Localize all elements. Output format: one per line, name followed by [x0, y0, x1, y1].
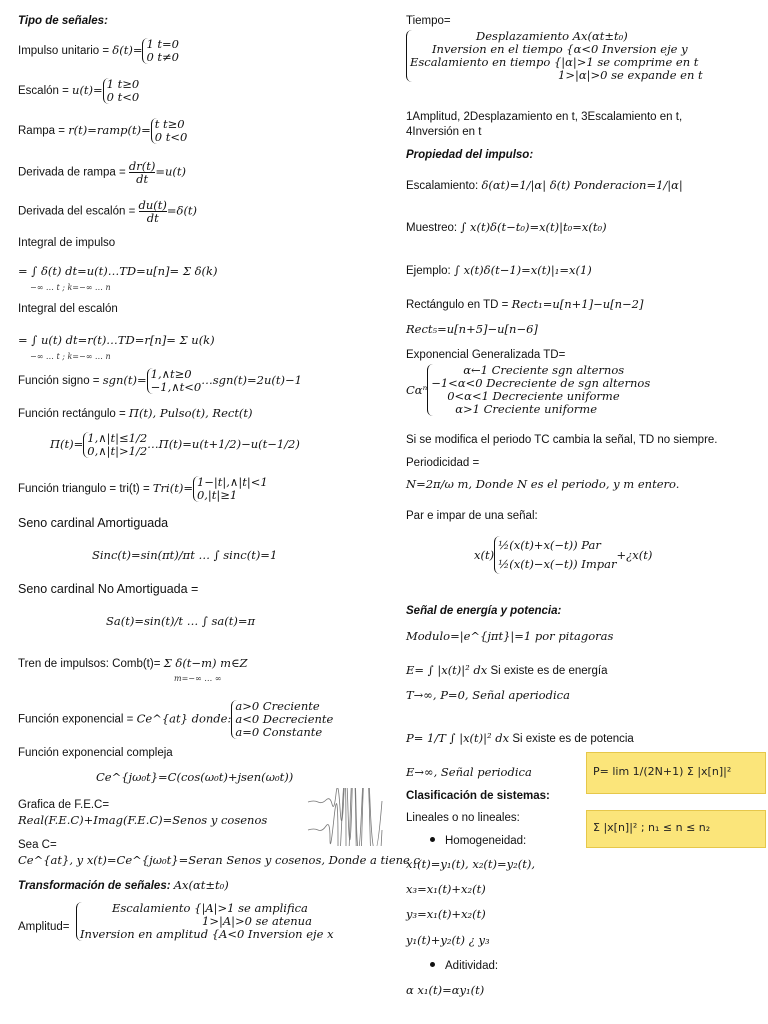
amplitud-cases — [76, 902, 334, 941]
rect-label: Función rectángulo = — [18, 408, 129, 420]
rect-row — [18, 406, 253, 421]
case: 1 t≥0 — [106, 77, 140, 91]
int-escalon-heading: Integral del escalón — [18, 303, 118, 315]
case: Escalamiento {|A|>1 se amplifica — [112, 901, 308, 915]
e-lim: T→∞, P=0, Señal aperiodica — [406, 688, 570, 702]
rect-td-eq: Rect₁=u[n+1]−u[n−2] — [511, 297, 644, 311]
e-eq: E= ∫ |x(t)|² dx — [406, 663, 488, 677]
comb-limits: m=−∞ … ∞ — [174, 674, 222, 683]
handwritten-formula: Σ |x[n]|² ; n₁ ≤ n ≤ n₂ — [593, 821, 711, 834]
case: 1,∧|t|≤1/2 — [87, 431, 148, 445]
rect-cases — [83, 432, 147, 458]
impulso-row — [18, 38, 179, 64]
rampa-label: Rampa = — [18, 125, 69, 138]
p-eq: P= 1/T ∫ |x(t)|² dx — [406, 731, 510, 745]
signo-label: Función signo = — [18, 375, 103, 388]
case: α>1 Creciente uniforme — [455, 402, 598, 416]
sea-eq: Ce^{at}, y x(t)=Ce^{jω₀t}=Seran Senos y cosenos, Donde a tiene c — [18, 853, 420, 867]
tri-cases — [193, 476, 268, 502]
tiempo-cases — [406, 30, 703, 82]
rect5-eq: Rect₅=u[n+5]−u[n−6] — [406, 322, 538, 336]
grafica-label: Grafica de F.E.C= — [18, 799, 110, 811]
der-escalon-label: Derivada del escalón = — [18, 205, 139, 218]
muestreo-row — [406, 220, 607, 235]
exp-comp-heading: Función exponencial compleja — [18, 747, 173, 759]
escalon-row — [18, 78, 139, 104]
modulo-eq: Modulo=|e^{jπt}|=1 por pitagoras — [406, 629, 614, 643]
expgen-fn: Cαⁿ — [406, 383, 428, 397]
potencia-row — [406, 731, 634, 746]
case: a<0 Decreciente — [235, 712, 334, 726]
sa-eq: Sa(t)=sin(t)/t … ∫ sa(t)=π — [106, 614, 256, 628]
case: 0 t<0 — [154, 130, 188, 144]
escalon-cases — [103, 78, 140, 104]
exp-row — [18, 700, 333, 739]
par-label: Par e impar de una señal: — [406, 510, 538, 522]
exp-fn: Ce^{at} donde: — [136, 711, 232, 726]
denominator: dt — [146, 211, 159, 225]
der-escalon-frac — [139, 199, 167, 224]
case: 0,|t|≥1 — [196, 488, 238, 502]
sinc-heading: Seno cardinal Amortiguada — [18, 516, 169, 530]
case: 0 t≠0 — [146, 50, 179, 64]
int-impulso-heading: Integral de impulso — [18, 237, 116, 249]
case: 1−|t|,∧|t|<1 — [196, 475, 268, 489]
orden-line: 1Amplitud, 2Desplazamiento en t, 3Escalamiento en t, — [406, 111, 683, 123]
case: 1,∧t≥0 — [150, 367, 192, 381]
exp-label: Función exponencial = — [18, 713, 137, 726]
rect-rhs: …Π(t)=u(t+1/2)−u(t−1/2) — [147, 437, 300, 452]
denominator: dt — [136, 172, 149, 186]
periodicidad-label: Periodicidad = — [406, 457, 480, 469]
handwritten-note-energy — [586, 810, 766, 848]
case: 0,∧|t|>1/2 — [87, 444, 148, 458]
rect-fn: Π(t)= — [50, 437, 84, 452]
case: ½(x(t)−x(−t)) Impar — [498, 557, 617, 571]
rect-td-row — [406, 297, 643, 312]
homog-label: Homogeneidad: — [445, 835, 527, 847]
tiempo-row — [406, 30, 703, 82]
waveform-sketch-icon — [306, 788, 386, 846]
escal-label: Escalamiento: — [406, 180, 482, 192]
h4: y₁(t)+y₂(t) ¿ y₃ — [406, 933, 490, 947]
e-text: Si existe es de energía — [490, 665, 608, 677]
expgen-label: Exponencial Generalizada TD= — [406, 349, 566, 361]
handwritten-formula: P= lim 1/(2N+1) Σ |x[n]|² — [593, 765, 732, 778]
comb-eq: Σ δ(t−m) m∈Z — [163, 656, 248, 670]
der-escalon-rhs: =δ(t) — [166, 203, 198, 218]
exp-cases — [231, 700, 333, 739]
rect-def-row — [50, 432, 300, 458]
case: 1>|A|>0 se atenua — [202, 914, 312, 928]
case: Inversion en el tiempo {α<0 Inversion eje y — [432, 42, 688, 56]
p-lim: E→∞, Señal periodica — [406, 765, 532, 779]
signo-cases — [147, 368, 202, 394]
case: α←1 Creciente sgn alternos — [463, 363, 625, 377]
tri-label: Función triangulo = tri(t) = — [18, 483, 153, 496]
amplitud-row — [76, 902, 334, 941]
expgen-row — [406, 364, 650, 416]
muestreo-eq: ∫ x(t)δ(t−t₀)=x(t)|t₀=x(t₀) — [460, 220, 607, 234]
der-rampa-label: Derivada de rampa = — [18, 166, 129, 179]
tiempo-label: Tiempo= — [406, 15, 451, 27]
transf-row — [18, 878, 229, 893]
case: Inversion en amplitud {A<0 Inversion eje x — [80, 927, 334, 941]
case: 0 t<0 — [106, 90, 140, 104]
case: t t≥0 — [154, 117, 185, 131]
h1: x₁(t)=y₁(t), x₂(t)=y₂(t), — [406, 857, 536, 871]
par-rhs: +¿x(t) — [616, 548, 653, 562]
energia-row — [406, 663, 607, 678]
case: Escalamiento en tiempo {|α|>1 se comprime en t — [410, 55, 699, 69]
numerator: dr(t) — [128, 159, 156, 173]
sea-label: Sea C= — [18, 839, 57, 851]
int-escalon-limits: −∞ … t ; k=−∞ … n — [30, 352, 111, 361]
der-escalon-row — [18, 199, 197, 224]
tri-row — [18, 476, 268, 502]
case: 1>|α|>0 se expande en t — [558, 68, 703, 82]
par-row — [474, 536, 652, 574]
sinc-eq: Sinc(t)=sin(πt)/πt … ∫ sinc(t)=1 — [92, 548, 278, 562]
comb-row — [18, 656, 248, 671]
case: −1<α<0 Decreciente de sgn alternos — [431, 376, 651, 390]
rect-names: Π(t), Pulso(t), Rect(t) — [128, 406, 253, 420]
rampa-cases — [151, 118, 188, 144]
tri-fn: Tri(t)= — [152, 481, 193, 496]
clas-heading: Clasificación de sistemas: — [406, 790, 550, 802]
exp-comp-eq: Ce^{jω₀t}=C(cos(ω₀t)+jsen(ω₀t)) — [96, 770, 294, 784]
rampa-row — [18, 118, 187, 144]
bullet-icon — [430, 837, 435, 842]
ejemplo-eq: ∫ x(t)δ(t−1)=x(t)|₁=x(1) — [453, 263, 592, 277]
signo-row — [18, 368, 302, 394]
case: −1,∧t<0 — [150, 380, 202, 394]
rect-td-label: Rectángulo en TD = — [406, 299, 512, 311]
a1: α x₁(t)=αy₁(t) — [406, 983, 485, 997]
grafica-eq: Real(F.E.C)+Imag(F.E.C)=Senos y cosenos — [18, 813, 268, 827]
aditividad-label: Aditividad: — [445, 960, 499, 972]
transf-heading: Transformación de señales: — [18, 880, 171, 892]
escal-eq: δ(αt)=1/|α| δ(t) Ponderacion=1/|α| — [481, 178, 683, 192]
int-impulso-eq: = ∫ δ(t) dt=u(t)…TD=u[n]= Σ δ(k) — [18, 264, 218, 278]
periodicidad-eq: N=2π/ω m, Donde N es el periodo, y m entero. — [406, 477, 680, 491]
prop-heading: Propiedad del impulso: — [406, 149, 534, 161]
escalon-fn: u(t)= — [72, 83, 103, 98]
tipo-heading: Tipo de señales: — [18, 15, 108, 27]
signo-fn: sgn(t)= — [102, 373, 147, 388]
energia-heading: Señal de energía y potencia: — [406, 605, 562, 617]
der-rampa-rhs: =u(t) — [155, 164, 187, 179]
sa-heading: Seno cardinal No Amortiguada = — [18, 582, 199, 596]
escal-row — [406, 178, 683, 193]
comb-label: Tren de impulsos: Comb(t)= — [18, 658, 164, 670]
impulso-fn: δ(t)= — [112, 43, 143, 58]
case: 0<α<1 Decreciente uniforme — [447, 389, 620, 403]
case: a=0 Constante — [235, 725, 323, 739]
int-escalon-eq: = ∫ u(t) dt=r(t)…TD=r[n]= Σ u(k) — [18, 333, 215, 347]
escalon-label: Escalón = — [18, 85, 73, 98]
p-text: Si existe es de potencia — [512, 733, 634, 745]
par-fn: x(t) — [474, 548, 495, 562]
lineales: Lineales o no lineales: — [406, 812, 520, 824]
rampa-fn: r(t)=ramp(t)= — [68, 123, 151, 138]
par-cases — [494, 536, 616, 574]
expgen-cases — [427, 364, 650, 416]
der-rampa-row — [18, 160, 186, 185]
amplitud-label: Amplitud= — [18, 921, 70, 933]
h3: y₃=x₁(t)+x₂(t) — [406, 907, 486, 921]
case: a>0 Creciente — [235, 699, 320, 713]
case: Desplazamiento Ax(αt±t₀) — [476, 29, 628, 43]
transf-eq: Ax(αt±t₀) — [173, 878, 229, 892]
case: 1 t=0 — [146, 37, 179, 51]
ejemplo-row — [406, 263, 592, 278]
muestreo-label: Muestreo: — [406, 222, 461, 234]
signo-rhs: …sgn(t)=2u(t)−1 — [201, 373, 302, 388]
h2: x₃=x₁(t)+x₂(t) — [406, 882, 486, 896]
orden-line-2: 4Inversión en t — [406, 126, 482, 138]
handwritten-note-power — [586, 752, 766, 794]
numerator: du(t) — [138, 198, 167, 212]
der-rampa-frac — [129, 160, 155, 185]
impulso-cases — [142, 38, 179, 64]
impulso-label: Impulso unitario = — [18, 45, 113, 58]
aditividad-row — [406, 959, 498, 973]
bullet-icon — [430, 962, 435, 967]
int-impulso-limits: −∞ … t ; k=−∞ … n — [30, 283, 111, 292]
case: ½(x(t)+x(−t)) Par — [498, 538, 601, 552]
ejemplo-label: Ejemplo: — [406, 265, 454, 277]
homog-row — [406, 834, 526, 848]
periodo-note: Si se modifica el periodo TC cambia la señal, TD no siempre. — [406, 434, 718, 446]
